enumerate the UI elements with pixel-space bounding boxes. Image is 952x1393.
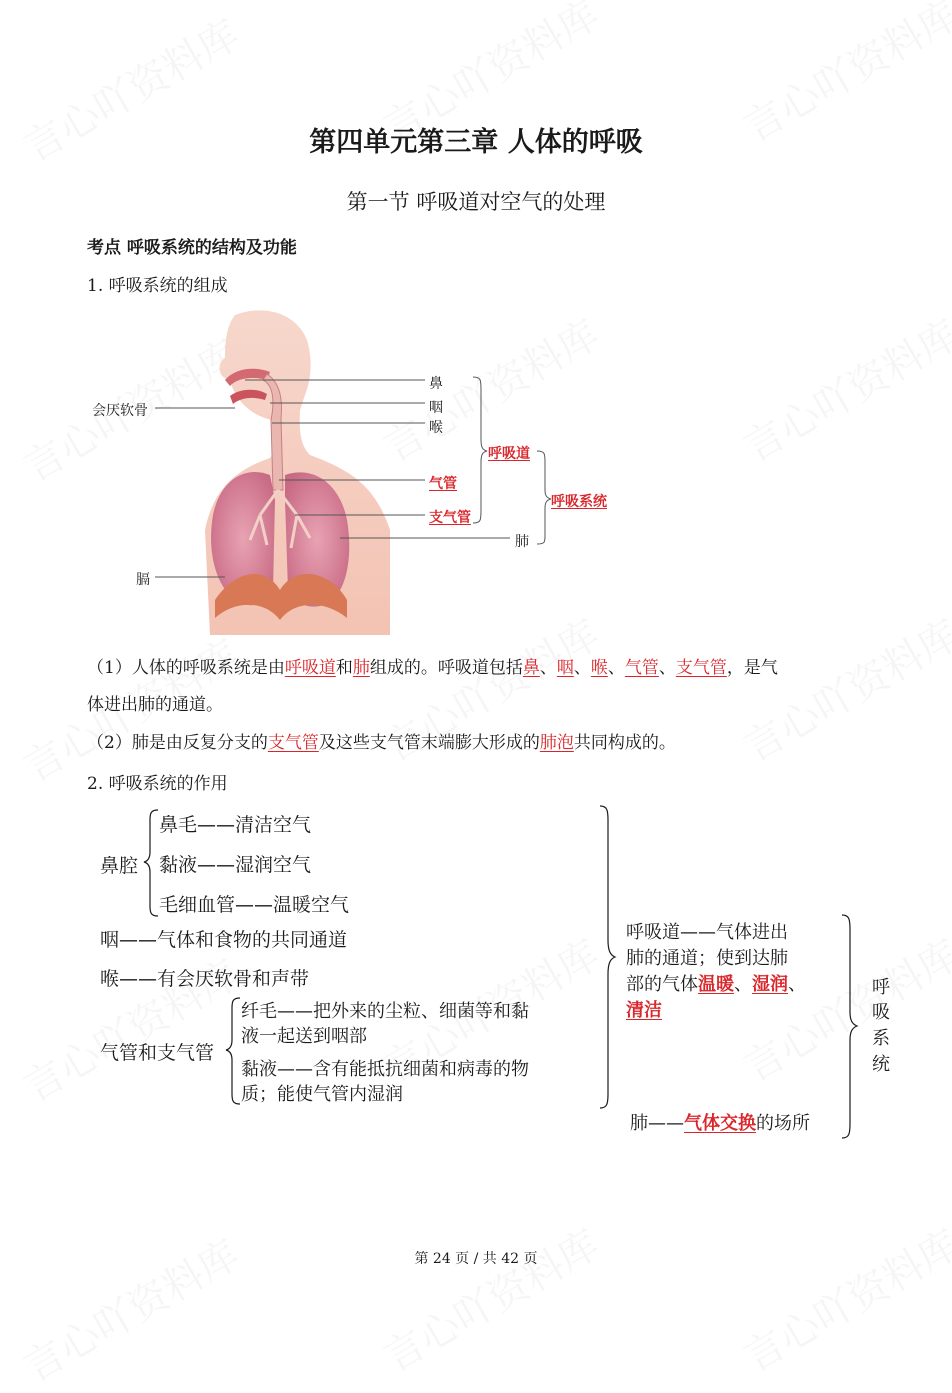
brace-qiguan <box>226 998 240 1104</box>
tree-hou: 喉——有会厌软骨和声带 <box>100 968 310 990</box>
label-zhiqiguan: 支气管 <box>429 510 471 526</box>
para-text: （1）人体的呼吸系统是由 <box>87 658 285 678</box>
answer-blank: 鼻 <box>522 658 540 678</box>
para-text: 、 <box>539 658 557 678</box>
tree-xitong-3: 系 <box>872 1028 890 1049</box>
answer-blank: 气管 <box>624 658 659 678</box>
answer-blank: 支气管 <box>267 733 319 753</box>
para-text: ，是气 <box>726 658 778 678</box>
para-text: 共同构成的。 <box>573 733 676 753</box>
tree-xitong-2: 吸 <box>872 1002 890 1023</box>
para-text: 组成的。呼吸道包括 <box>369 658 523 678</box>
page-footer: 第 24 页 / 共 42 页 <box>414 1251 538 1267</box>
watermark <box>372 1214 608 1383</box>
paragraph-1-line2: 体进出肺的通道。 <box>87 695 223 715</box>
tree-xianmao-line1: 纤毛——把外来的尘粒、细菌等和黏 <box>241 1001 529 1022</box>
para-text: 、 <box>573 658 591 678</box>
section-title: 第一节 呼吸道对空气的处理 <box>346 190 606 214</box>
brace-xitong <box>842 915 857 1138</box>
heading-composition: 1. 呼吸系统的组成 <box>87 276 228 296</box>
tree-yan: 咽——气体和食物的共同通道 <box>100 929 348 951</box>
tree-huxidao-line1: 呼吸道——气体进出 <box>626 922 788 943</box>
tree-maoxi: 毛细血管——温暖空气 <box>159 894 350 916</box>
label-qiguan: 气管 <box>429 476 457 492</box>
tree-text: 部的气体 <box>626 974 698 995</box>
tree-xianmao-line2: 液一起送到咽部 <box>241 1026 367 1047</box>
answer-blank: 气体交换 <box>684 1113 756 1134</box>
answer-blank: 呼吸道 <box>284 658 336 678</box>
tree-biqiang: 鼻腔 <box>100 855 139 877</box>
brace-biqiang <box>144 810 158 916</box>
label-fei: 肺 <box>515 534 529 550</box>
tree-fei <box>630 1109 810 1135</box>
label-huiyan: 会厌软骨 <box>92 403 148 419</box>
page-title: 第四单元第三章 人体的呼吸 <box>309 127 643 158</box>
para-text: 及这些支气管末端膨大形成的 <box>318 733 540 753</box>
label-huxidao: 呼吸道 <box>488 446 530 462</box>
tree-text: 的场所 <box>756 1113 810 1134</box>
tree-text: 、 <box>734 974 752 995</box>
answer-blank: 温暖 <box>698 974 734 995</box>
tree-text: 肺—— <box>630 1113 684 1134</box>
brace-huxidao <box>600 806 615 1108</box>
tree-qiguan: 气管和支气管 <box>100 1042 215 1064</box>
label-ge: 膈 <box>136 572 150 588</box>
answer-blank: 喉 <box>590 658 608 678</box>
label-hou: 喉 <box>429 420 443 436</box>
answer-blank: 肺泡 <box>539 733 574 753</box>
answer-blank: 湿润 <box>752 974 788 995</box>
answer-blank: 支气管 <box>675 658 727 678</box>
para-text: 和 <box>335 658 353 678</box>
tree-text: 、 <box>788 974 806 995</box>
tree-xitong-4: 统 <box>872 1054 890 1075</box>
label-huxixitong: 呼吸系统 <box>551 494 607 510</box>
heading-function: 2. 呼吸系统的作用 <box>87 774 228 794</box>
tree-nianye: 黏液——湿润空气 <box>159 854 312 876</box>
tree-huxidao-line3 <box>626 970 806 996</box>
label-yan: 咽 <box>429 400 443 416</box>
answer-blank: 咽 <box>556 658 574 678</box>
tree-huxidao-line2: 肺的通道；使到达肺 <box>626 948 788 969</box>
tree-bimao: 鼻毛——清洁空气 <box>159 814 312 836</box>
label-bi: 鼻 <box>429 376 443 392</box>
answer-blank: 肺 <box>352 658 370 678</box>
tree-xitong-1: 呼 <box>872 977 890 998</box>
tree-nianye2-line2: 质；能使气管内湿润 <box>241 1084 403 1105</box>
answer-blank: 清洁 <box>626 1000 662 1021</box>
para-text: 、 <box>607 658 625 678</box>
para-text: 、 <box>658 658 676 678</box>
kaodian-heading: 考点 呼吸系统的结构及功能 <box>87 238 297 258</box>
tree-nianye2-line1: 黏液——含有能抵抗细菌和病毒的物 <box>241 1059 529 1080</box>
watermark <box>732 1214 952 1383</box>
para-text: （2）肺是由反复分支的 <box>87 733 268 753</box>
